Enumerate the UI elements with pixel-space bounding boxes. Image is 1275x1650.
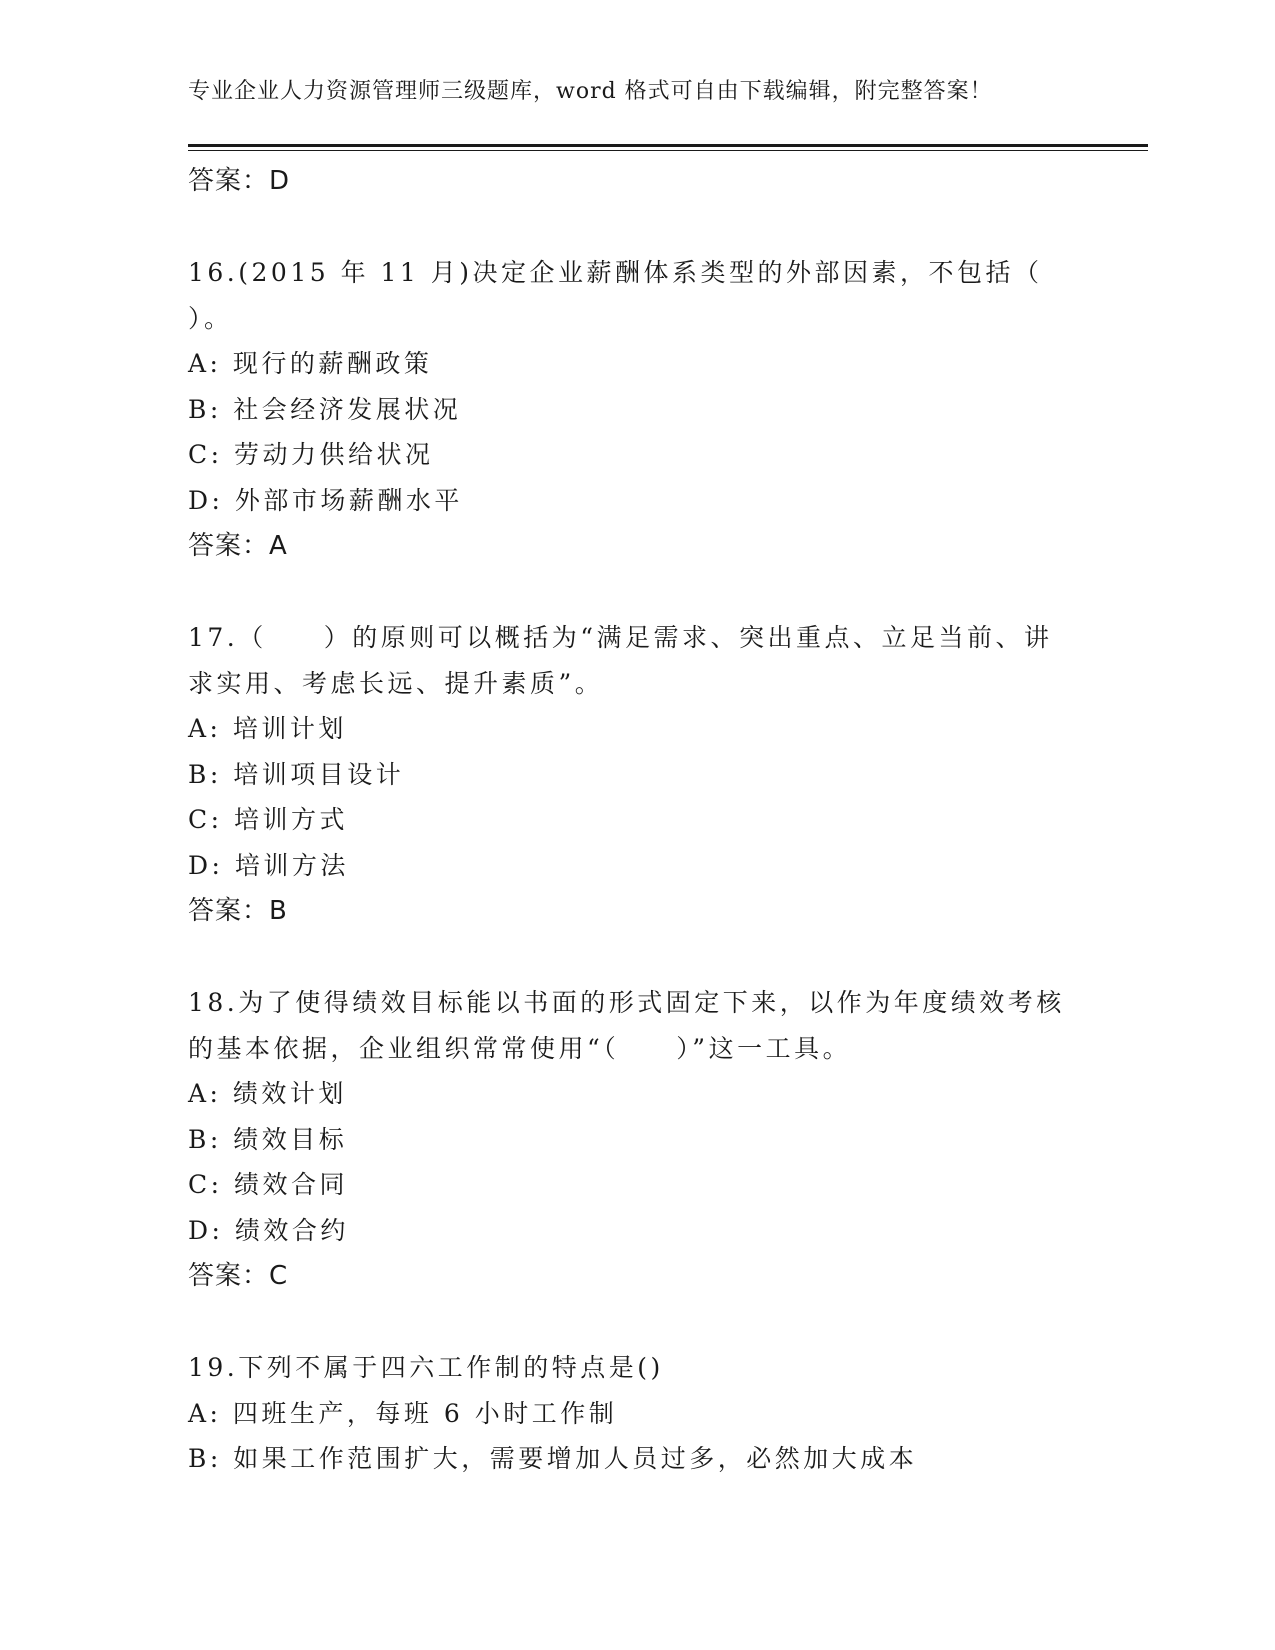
option-a: A: 四班生产，每班 6 小时工作制 <box>188 1398 618 1428</box>
option-a: A: 培训计划 <box>188 714 347 743</box>
option-a: A: 绩效计划 <box>188 1079 347 1108</box>
answer: 答案：B <box>188 896 288 926</box>
page-header: 专业企业人力资源管理师三级题库，word 格式可自由下载编辑，附完整答案！ <box>188 79 993 104</box>
option-a: A: 现行的薪酬政策 <box>188 349 433 378</box>
header-rule-thin <box>188 150 1148 151</box>
question-17 <box>188 615 1088 934</box>
question-stem: 求实用、考虑长远、提升素质”。 <box>188 668 604 698</box>
answer: 答案：C <box>188 1261 289 1291</box>
answer: 答案：A <box>188 531 288 561</box>
option-b: B: 如果工作范围扩大，需要增加人员过多，必然加大成本 <box>188 1444 918 1473</box>
option-b: B: 绩效目标 <box>188 1124 348 1154</box>
option-b: B: 社会经济发展状况 <box>188 394 462 424</box>
question-stem: 16.(2015 年 11 月)决定企业薪酬体系类型的外部因素，不包括（ <box>188 258 1043 287</box>
option-b: B: 培训项目设计 <box>188 759 405 789</box>
question-stem: ）。 <box>188 303 233 333</box>
option-d: D: 培训方法 <box>188 850 349 880</box>
previous-answer: 答案：D <box>188 166 291 196</box>
option-d: D: 外部市场薪酬水平 <box>188 485 463 515</box>
question-19 <box>188 1345 1088 1482</box>
header-rule-thick <box>188 144 1148 147</box>
question-stem: 18.为了使得绩效目标能以书面的形式固定下来，以作为年度绩效考核 <box>188 988 1065 1017</box>
question-stem: 19.下列不属于四六工作制的特点是() <box>188 1353 664 1382</box>
option-c: C: 绩效合同 <box>188 1170 348 1199</box>
question-stem: 17.（ ）的原则可以概括为“满足需求、突出重点、立足当前、讲 <box>188 623 1053 652</box>
question-16 <box>188 250 1088 569</box>
question-18 <box>188 980 1088 1299</box>
question-list <box>188 158 1088 1482</box>
option-c: C: 培训方式 <box>188 805 348 834</box>
option-c: C: 劳动力供给状况 <box>188 440 434 469</box>
option-d: D: 绩效合约 <box>188 1215 349 1245</box>
question-stem: 的基本依据，企业组织常常使用“（ ）”这一工具。 <box>188 1033 852 1063</box>
